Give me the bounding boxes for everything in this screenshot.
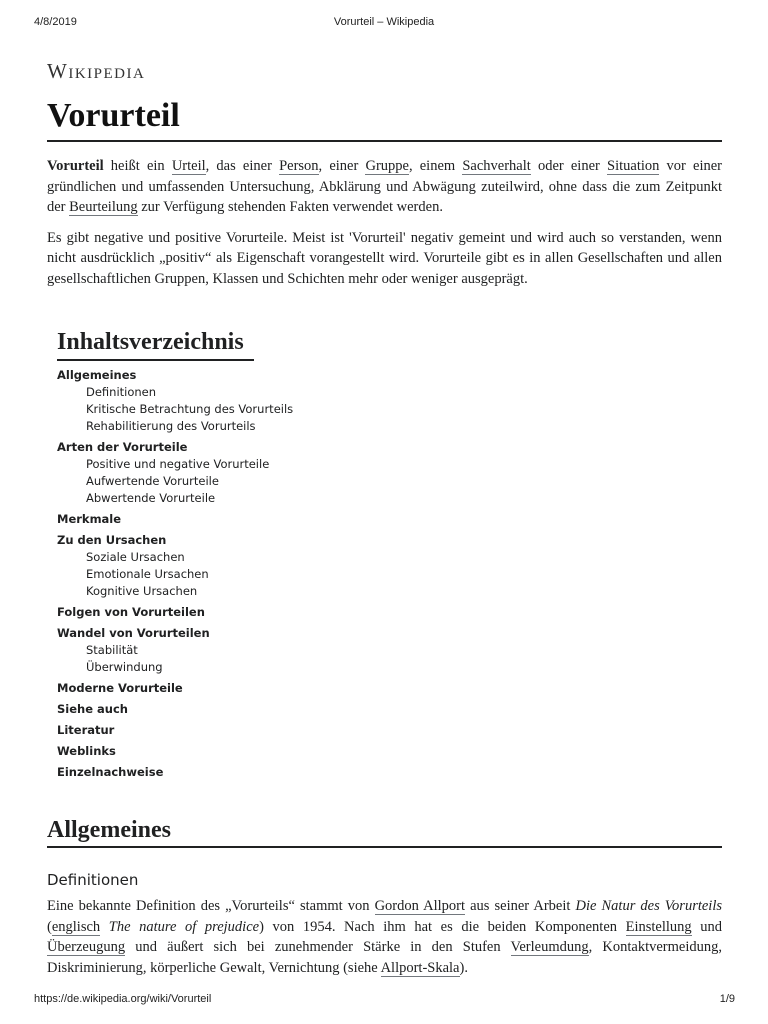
text-run: und (691, 918, 723, 935)
text-run: ) von 1954. Nach ihm hat es die beiden Komponenten (259, 918, 626, 935)
bold-term: Vorurteil (47, 158, 104, 174)
intro-paragraph-2: Es gibt negative und positive Vorurteile. Meist ist 'Vorurteil' negativ gemeint und wird auch so verstanden, wenn nicht ausdrücklich „positiv“ als Eigenschaft vorangestellt wird. Vorurteile gibt es in allen Gesellschaften und allen gesellschaftlichen Gruppen, Klassen und Schichten mehr oder weniger ausgeprägt. (47, 229, 722, 287)
intro-paragraph (47, 156, 722, 218)
text-run: ). (459, 959, 468, 976)
toc-subitem[interactable]: Positive und negative Vorurteile (86, 457, 270, 471)
inline-link[interactable]: Einstellung (625, 918, 692, 935)
toc-list (57, 367, 722, 781)
section-heading-allgemeines: Allgemeines (47, 815, 722, 848)
print-date: 4/8/2019 (34, 16, 77, 28)
toc-item[interactable]: Moderne Vorurteile (57, 681, 183, 695)
toc-subitem[interactable]: Rehabilitierung des Vorurteils (86, 419, 256, 433)
inline-link[interactable]: Sachverhalt (462, 158, 531, 174)
inline-link[interactable]: Gruppe (365, 158, 409, 174)
toc-item[interactable]: Weblinks (57, 744, 116, 758)
text-run: heißt ein (103, 158, 172, 174)
inline-link[interactable]: Überzeugung (47, 939, 126, 955)
toc-item[interactable]: Literatur (57, 723, 115, 737)
toc-item[interactable]: Arten der Vorurteile (57, 440, 188, 454)
table-of-contents (57, 327, 722, 781)
toc-subitem[interactable]: Definitionen (86, 385, 157, 399)
toc-subitem[interactable]: Abwertende Vorurteile (86, 491, 216, 505)
italic-text: The nature of prejudice (108, 918, 260, 935)
inline-link[interactable]: Gordon Allport (374, 898, 466, 914)
italic-text: Die Natur des Vorurteils (575, 898, 723, 914)
toc-item[interactable]: Siehe auch (57, 702, 128, 716)
text-run: Eine bekannte Definition des „Vorurteils“ stammt von (47, 898, 375, 914)
wikipedia-logo[interactable]: Wikipedia (47, 59, 146, 83)
text-run: oder einer (530, 158, 608, 174)
toc-subitem[interactable]: Kognitive Ursachen (86, 584, 198, 598)
article-content (47, 58, 722, 978)
toc-item[interactable]: Zu den Ursachen (57, 533, 167, 547)
toc-item[interactable]: Allgemeines (57, 368, 137, 382)
text-run: und äußert sich bei zunehmender Stärke in den Stufen (125, 939, 511, 955)
text-run: aus seiner Arbeit (465, 898, 576, 914)
text-run: zur Verfügung stehenden Fakten verwendet werden. (137, 199, 443, 215)
inline-link[interactable]: Beurteilung (69, 199, 138, 215)
toc-subitem[interactable]: Stabilität (86, 643, 138, 657)
toc-subitem[interactable]: Aufwertende Vorurteile (86, 474, 219, 488)
text-run: , das einer (205, 158, 280, 174)
text-run (100, 919, 109, 935)
print-page-number: 1/9 (719, 993, 735, 1005)
toc-item[interactable]: Folgen von Vorurteilen (57, 605, 205, 619)
definitionen-paragraph (47, 896, 722, 978)
inline-link[interactable]: Verleumdung (510, 939, 589, 955)
inline-link[interactable]: Situation (607, 158, 660, 174)
toc-item[interactable]: Merkmale (57, 512, 122, 526)
toc-subitem[interactable]: Soziale Ursachen (86, 550, 185, 564)
page-title: Vorurteil (47, 94, 722, 142)
inline-link[interactable]: Person (279, 158, 319, 174)
text-run: , einem (408, 158, 463, 174)
inline-link[interactable]: englisch (51, 918, 101, 935)
toc-subitem[interactable]: Emotionale Ursachen (86, 567, 209, 581)
toc-item[interactable]: Wandel von Vorurteilen (57, 626, 210, 640)
text-run: ( (47, 918, 52, 935)
inline-link[interactable]: Allport-Skala (380, 959, 460, 976)
print-footer (0, 993, 768, 1009)
text-run: , Kontaktvermeidung, Diskriminierung, körperliche Gewalt, Vernichtung (siehe (47, 939, 722, 976)
toc-item[interactable]: Einzelnachweise (57, 765, 164, 779)
inline-link[interactable]: Urteil (171, 158, 206, 174)
toc-subitem[interactable]: Kritische Betrachtung des Vorurteils (86, 402, 294, 416)
toc-title: Inhaltsverzeichnis (57, 327, 254, 361)
print-header (0, 16, 768, 32)
subsection-heading-definitionen: Definitionen (47, 871, 139, 889)
print-page-title: Vorurteil – Wikipedia (333, 16, 435, 28)
toc-subitem[interactable]: Überwindung (86, 660, 163, 674)
text-run: , einer (318, 158, 366, 174)
print-url: https://de.wikipedia.org/wiki/Vorurteil (34, 993, 212, 1005)
text-run: vor einer gründlichen und umfassenden Untersuchung, Abklärung und Abwägung zuteilwird, ohne dass die zum Zeitpunkt der (47, 158, 723, 215)
